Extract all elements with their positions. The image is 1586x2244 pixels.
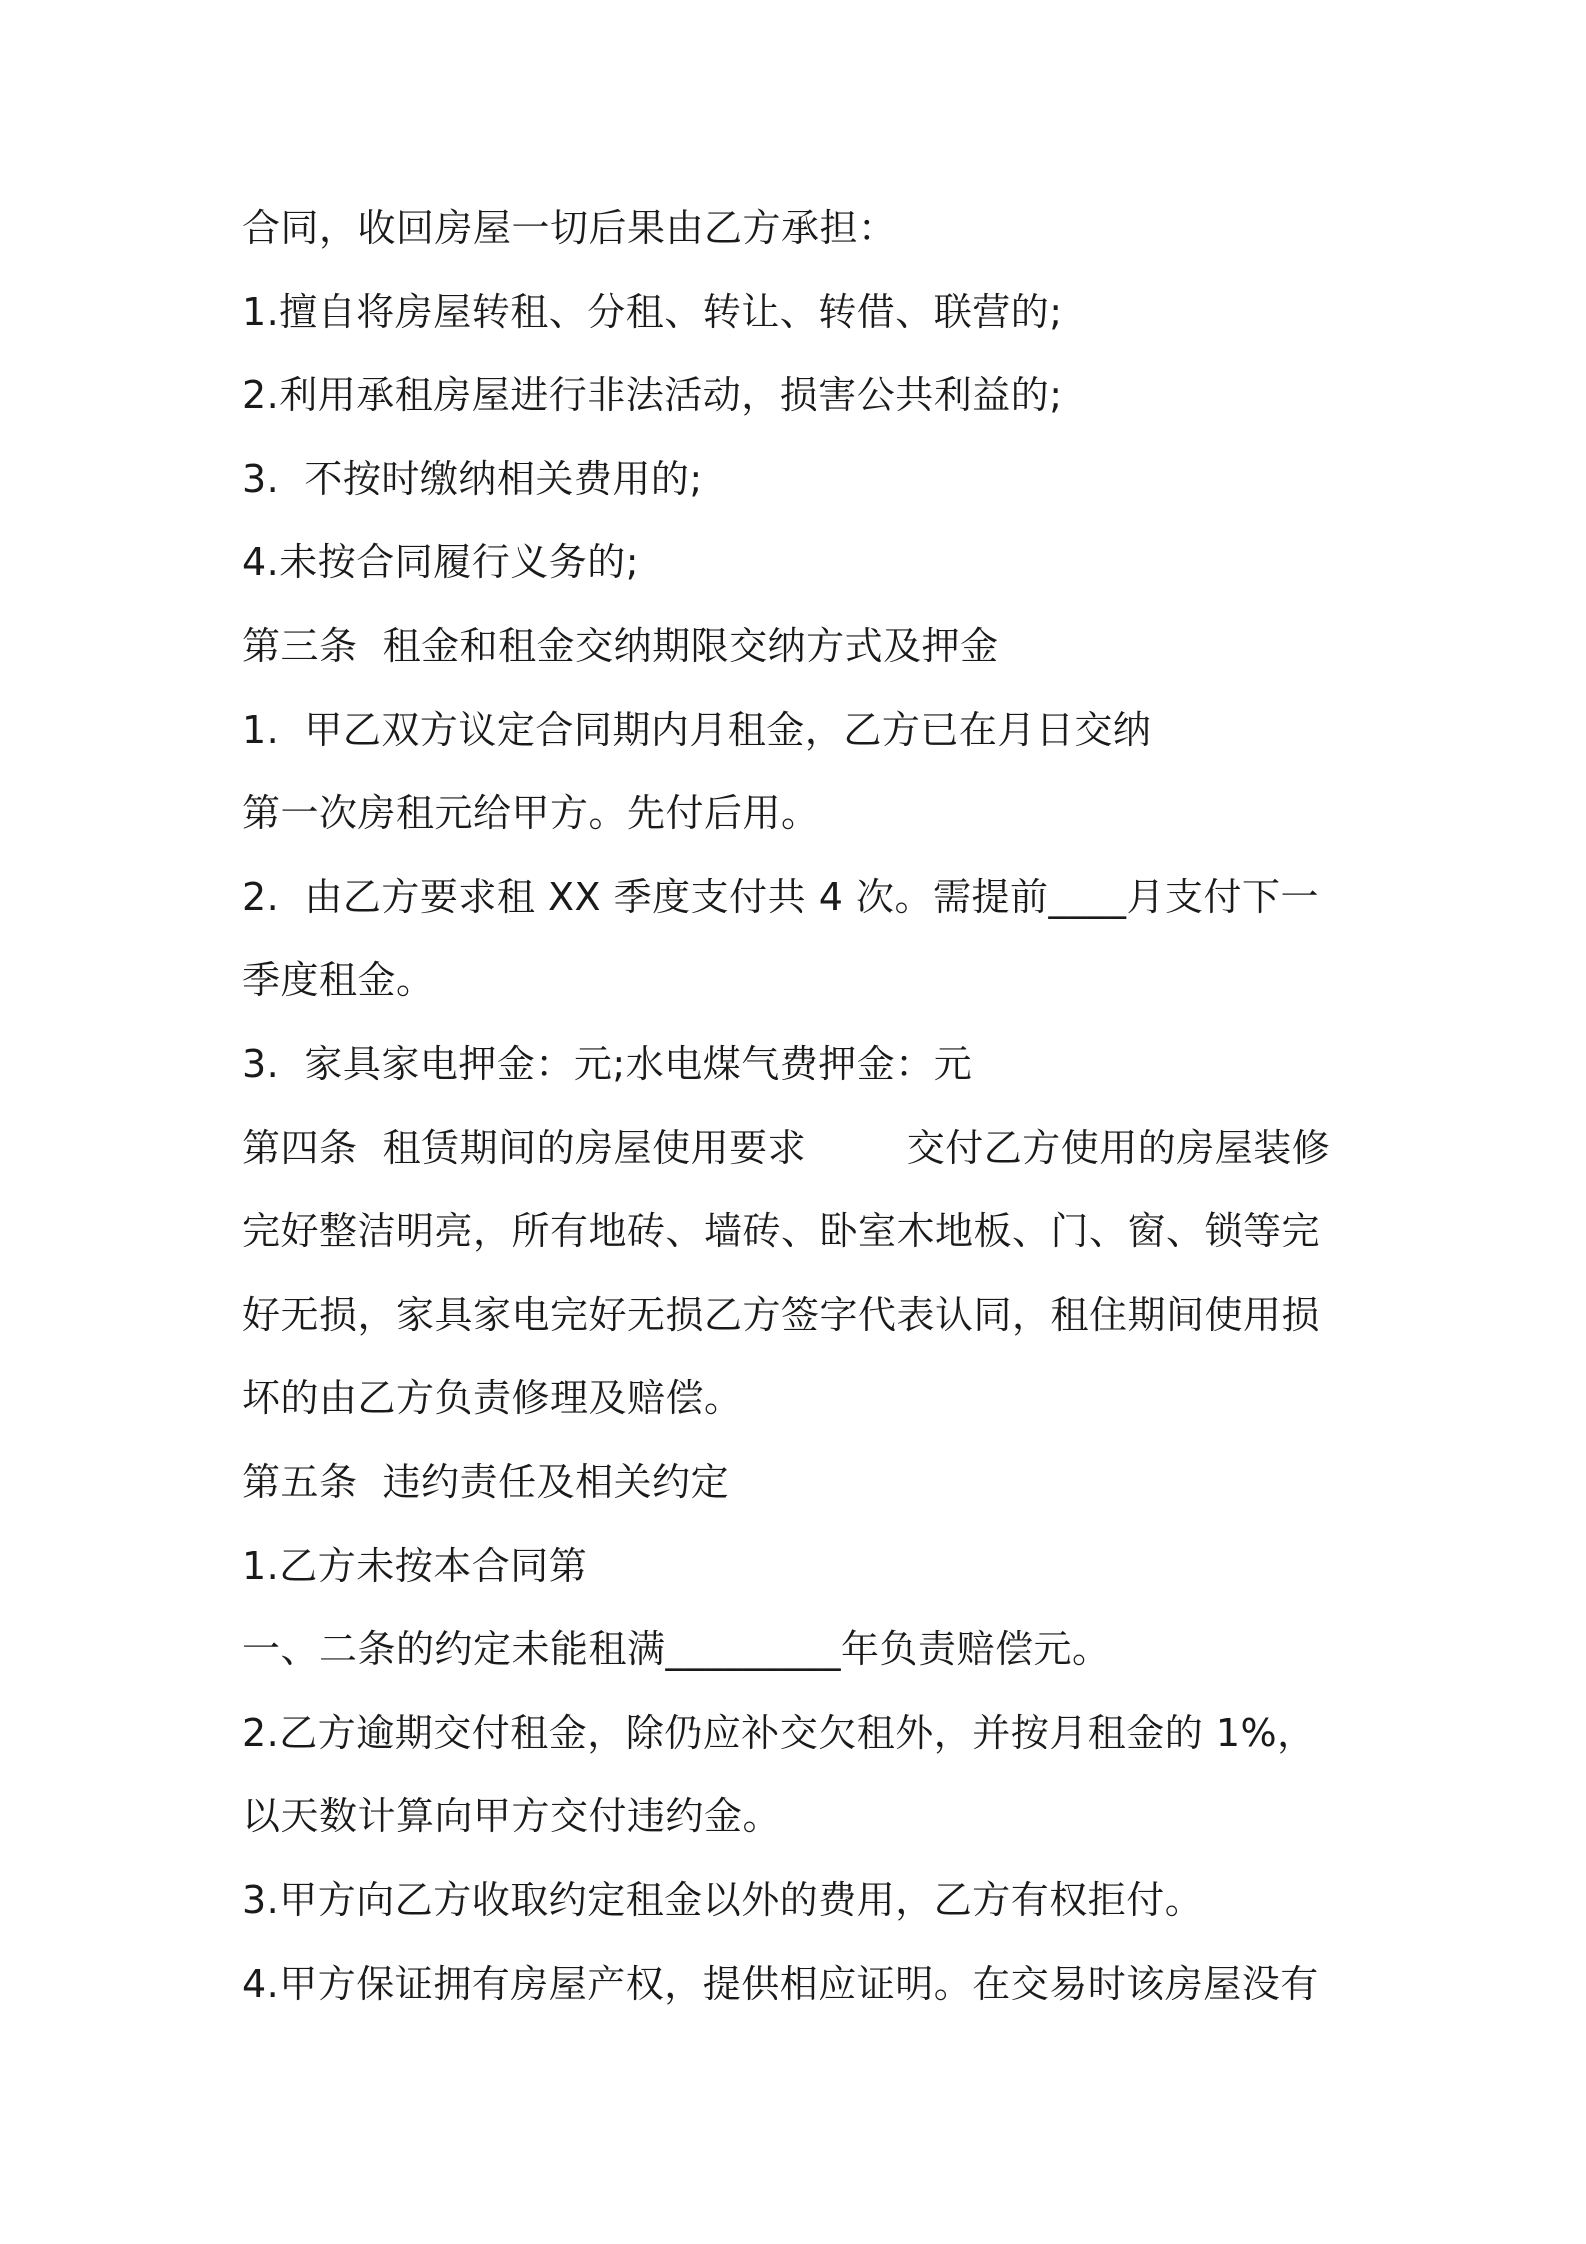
- text-line: 坏的由乙方负责修理及赔偿。: [242, 1376, 743, 1420]
- text-line: 3. 不按时缴纳相关费用的;: [242, 457, 703, 501]
- text-line: 以天数计算向甲方交付违约金。: [242, 1794, 782, 1838]
- text-line: 4.未按合同履行义务的;: [242, 540, 640, 584]
- text-line: 1.乙方未按本合同第: [242, 1544, 588, 1588]
- text-line: 1.擅自将房屋转租、分租、转让、转借、联营的;: [242, 290, 1063, 334]
- section-heading: 第四条 租赁期间的房屋使用要求 交付乙方使用的房屋装修: [242, 1126, 1331, 1170]
- text-line: 1. 甲乙双方议定合同期内月租金，乙方已在月日交纳: [242, 708, 1152, 752]
- text-line: 合同，收回房屋一切后果由乙方承担：: [242, 206, 897, 250]
- text-line: 完好整洁明亮，所有地砖、墙砖、卧室木地板、门、窗、锁等完: [242, 1209, 1321, 1253]
- text-line: 好无损，家具家电完好无损乙方签字代表认同，租住期间使用损: [242, 1293, 1321, 1337]
- text-line: 第一次房租元给甲方。先付后用。: [242, 791, 820, 835]
- section-heading: 第五条 违约责任及相关约定: [242, 1460, 730, 1504]
- text-line: 2.利用承租房屋进行非法活动，损害公共利益的;: [242, 373, 1063, 417]
- text-line: 4.甲方保证拥有房屋产权，提供相应证明。在交易时该房屋没有: [242, 1962, 1319, 2006]
- text-line: 3.甲方向乙方收取约定租金以外的费用，乙方有权拒付。: [242, 1878, 1204, 1922]
- text-line: 2.乙方逾期交付租金，除仍应补交欠租外，并按月租金的 1%，: [242, 1711, 1316, 1755]
- text-line: 季度租金。: [242, 958, 435, 1002]
- text-line: 2. 由乙方要求租 XX 季度支付共 4 次。需提前____月支付下一: [242, 875, 1319, 919]
- text-line: 3. 家具家电押金：元;水电煤气费押金：元: [242, 1042, 973, 1086]
- text-line: 一、二条的约定未能租满_________年负责赔偿元。: [242, 1627, 1111, 1671]
- section-heading: 第三条 租金和租金交纳期限交纳方式及押金: [242, 624, 999, 668]
